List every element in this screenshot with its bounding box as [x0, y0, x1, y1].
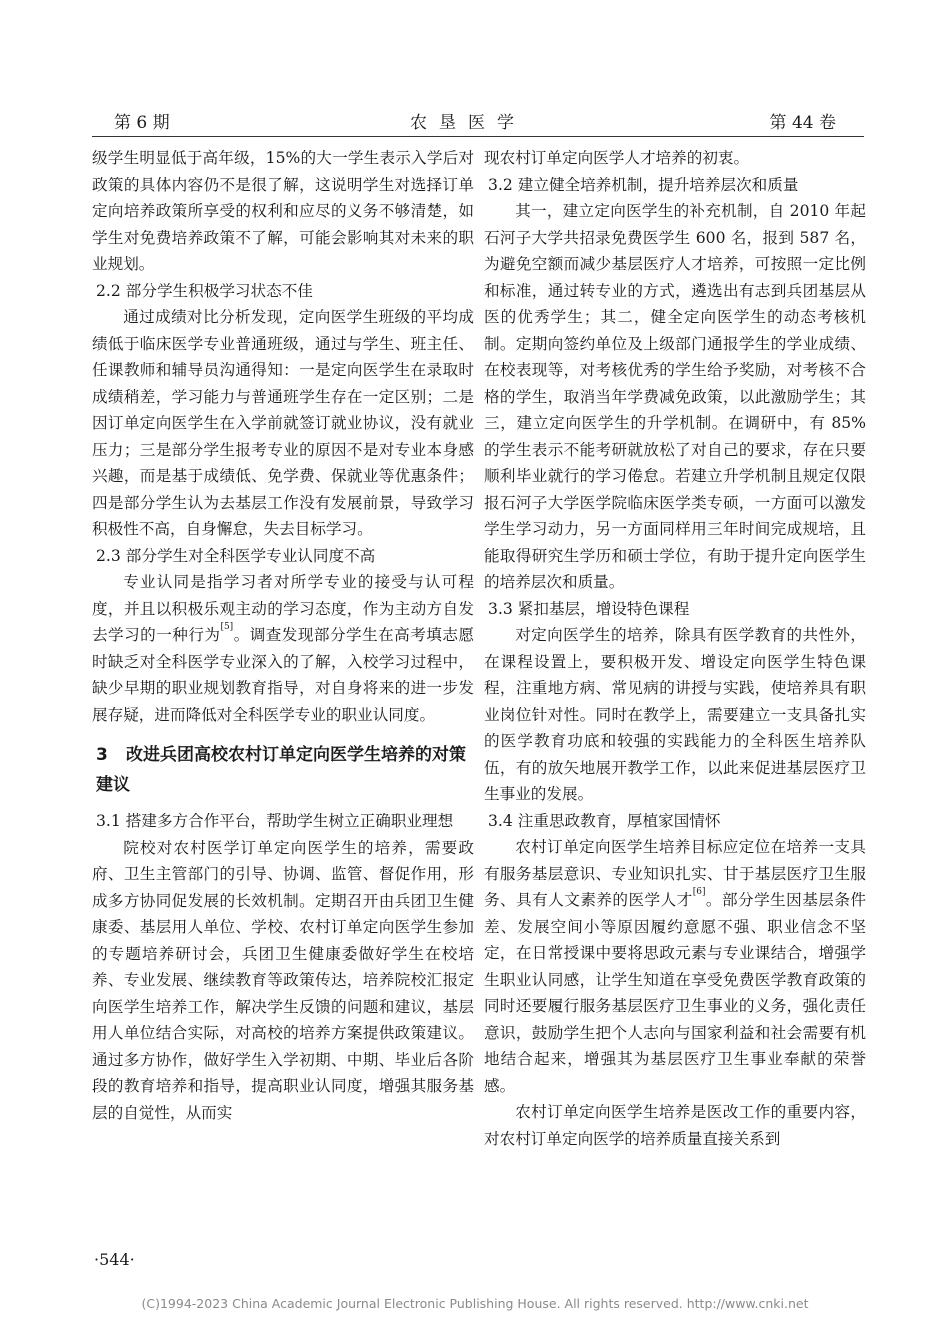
page-number: ·544· — [94, 1250, 135, 1269]
subheading-3-1: 3.1 搭建多方合作平台，帮助学生树立正确职业理想 — [96, 812, 454, 830]
subheading-3-4: 3.4 注重思政教育，厚植家国情怀 — [488, 811, 721, 830]
paragraph-continued: 级学生明显低于高年级，15%的大一学生表示入学后对政策的具体内容仍不是很了解，这说明学生对选择订单定向培养政策所享受的权利和应尽的义务不够清楚，如学生对免费培养政策不了解，可能会影响其对未来的职业规划。 — [92, 149, 474, 273]
section-heading-3 — [96, 740, 474, 800]
copyright-footer: (C)1994-2023 China Academic Journal Electronic Publishing House. All rights reserved. http://www.cnki.net — [141, 1296, 809, 1311]
citation-5: [5] — [220, 622, 234, 632]
subheading-2-2: 2.2 部分学生积极学习状态不佳 — [96, 281, 313, 300]
header-volume: 第 44 卷 — [769, 113, 836, 133]
paragraph-continued: 现农村订单定向医学人才培养的初衷。 — [484, 149, 750, 167]
subheading-3-2: 3.2 建立健全培养机制，提升培养层次和质量 — [488, 175, 799, 194]
paragraph-3-1: 院校对农村医学订单定向医学生的培养，需要政府、卫生主管部门的引导、协调、监管、督促作用，形成多方协同促发展的长效机制。定期召开由兵团卫生健康委、基层用人单位、学校、农村订单定向医学生参加的专题培养研讨会，兵团卫生健康委做好学生在校培养、专业发展、继续教育等政策传达，培养院校汇报定向医学生培养工作，解决学生反馈的问题和建议，基层用人单位结合实际，对高校的培养方案提供政策建议。通过多方协作，做好学生入学初期、中期、毕业后各阶段的教育培养和指导，提高职业认同度，增强其服务基层的自觉性，从而实 — [92, 838, 474, 1122]
paragraph-2-3 — [92, 569, 474, 728]
section-number: 3 — [96, 745, 108, 765]
paragraph-3-3: 对定向医学生的培养，除具有医学教育的共性外，在课程设置上，要积极开发、增设定向医学生特色课程，注重地方病、常见病的讲授与实践，使培养具有职业岗位针对性。同时在教学上，需要建立一支具备扎实的医学教育功底和较强的实践能力的全科医生培养队伍，有的放矢地展开教学工作，以此来促进基层医疗卫生事业的发展。 — [484, 626, 866, 803]
paragraph-3-4-text-a: 农村订单定向医学生培养目标应定位在培养一支具有服务基层意识、专业知识扎实、甘于基层医疗卫生服务、具有人文素养的医学人才 — [484, 838, 866, 909]
paragraph-3-4-text-b: 。部分学生因基层条件差、发展空间小等原因履约意愿不强、职业信念不坚定，在日常授课中要将思政元素与专业课结合，增强学生职业认同感，让学生知道在享受免费医学教育政策的同时还要履行服务基层医疗卫生事业的义务，强化责任意识，鼓励学生把个人志向与国家利益和社会需要有机地结合起来，增强其为基层医疗卫生事业奉献的荣誉感。 — [484, 891, 866, 1095]
header-issue: 第 6 期 — [114, 113, 170, 133]
header-rule — [92, 136, 864, 137]
left-column — [92, 145, 474, 1126]
paragraph-2-2: 通过成绩对比分析发现，定向医学生班级的平均成绩低于临床医学专业普通班级，通过与学生、班主任、任课教师和辅导员沟通得知：一是定向医学生在录取时成绩稍差，学习能力与普通班学生存在一定区别；二是因订单定向医学生在入学前就签订就业协议，没有就业压力；三是部分学生报考专业的原因不是对专业本身感兴趣，而是基于成绩低、免学费、保就业等优惠条件；四是部分学生认为去基层工作没有发展前景，导致学习积极性不高，自身懈怠，失去目标学习。 — [92, 308, 474, 538]
citation-6: [6] — [692, 887, 706, 897]
paragraph-final: 农村订单定向医学生培养是医改工作的重要内容，对农村订单定向医学的培养质量直接关系到 — [484, 1103, 866, 1148]
running-header — [92, 104, 864, 134]
paragraph-2-3-text-b: 。调查发现部分学生在高考填志愿时缺乏对全科医学专业深入的了解，入校学习过程中，缺少早期的职业规划教育指导，对自身将来的进一步发展存疑，进而降低对全科医学专业的职业认同度。 — [92, 626, 474, 724]
subheading-3-3: 3.3 紧扣基层，增设特色课程 — [488, 599, 690, 618]
paragraph-3-4 — [484, 834, 866, 1099]
right-column — [484, 145, 866, 1152]
subheading-2-3: 2.3 部分学生对全科医学专业认同度不高 — [96, 546, 376, 565]
paragraph-2-3-text-a: 专业认同是指学习者对所学专业的接受与认可程度，并且以积极乐观主动的学习态度，作为主动方自发去学习的一种行为 — [92, 573, 474, 644]
section-title: 改进兵团高校农村订单定向医学生培养的对策建议 — [96, 745, 466, 795]
paragraph-3-2: 其一，建立定向医学生的补充机制，自 2010 年起石河子大学共招录免费医学生 600 名，报到 587 名，为避免空额而减少基层医疗人才培养，可按照一定比例和标准，通过转专业的方式，遴选出有志到兵团基层从医的优秀学生；其二，健全定向医学生的动态考核机制。定期向签约单位及上级部门通报学生的学业成绩、在校表现等，对考核优秀的学生给予奖励，对考核不合格的学生，取消当年学费减免政策，以此激励学生；其三，建立定向医学生的升学机制。在调研中，有 85%的学生表示不能考研就放松了对自己的要求，存在只要顺利毕业就行的学习倦怠。若建立升学机制且规定仅限报石河子大学医学院临床医学类专硕，一方面可以激发学生学习动力，另一方面同样用三年时间完成规培，且能取得研究生学历和硕士学位，有助于提升定向医学生的培养层次和质量。 — [484, 202, 866, 591]
header-journal-title: 农垦医学 — [410, 113, 526, 133]
